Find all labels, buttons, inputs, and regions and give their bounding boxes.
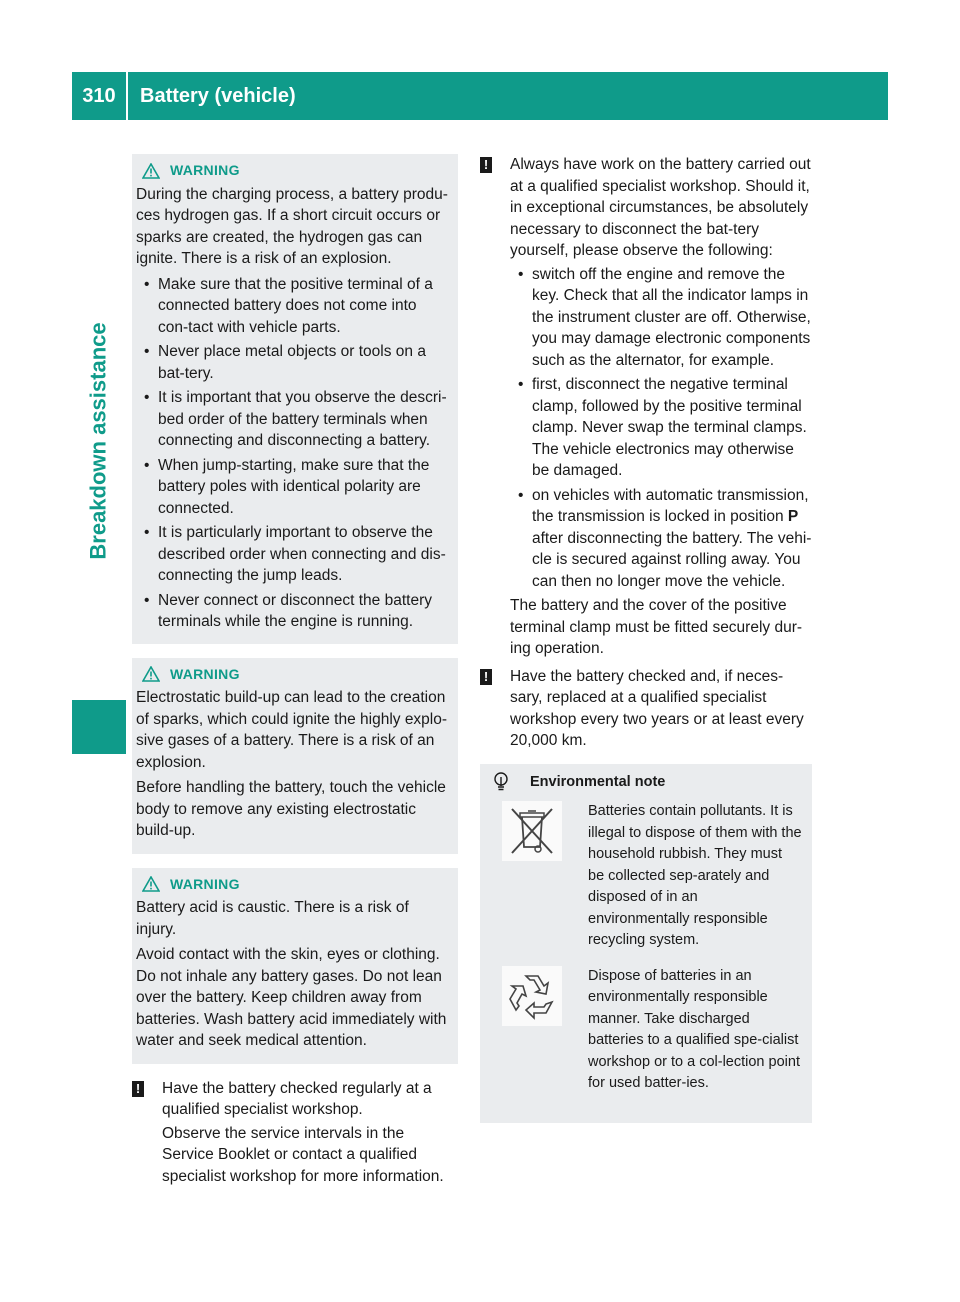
header-divider	[126, 72, 128, 120]
list-item: • When jump-starting, make sure that the battery poles with identical polarity are connected.	[144, 455, 450, 520]
notice-text: Always have work on the battery carried out at a qualified specialist workshop. Should it, in exceptional circumstances, be absolutely necessary to disconnect the bat-tery yourself, please observe the following:	[510, 156, 811, 259]
environmental-note-text: Batteries contain pollutants. It is illegal to dispose of them with the household rubbish. They must be collected sep-arately and disposed of in an environmentally responsible recycling system.	[588, 803, 802, 948]
gear-position-label: P	[787, 508, 799, 525]
warning-triangle-icon	[142, 163, 160, 179]
notice-icon: !	[132, 1081, 144, 1097]
left-column	[132, 154, 458, 1193]
environmental-note-title: Environmental note	[530, 773, 666, 790]
list-item: • Make sure that the positive terminal of a connected battery does not come into con-tact with vehicle parts.	[144, 274, 450, 339]
warning-text: During the charging process, a battery produ-ces hydrogen gas. If a short circuit occurs or sparks are created, the hydrogen gas can ignite. There is a risk of an explosion.	[136, 185, 448, 267]
list-item: • It is important that you observe the descri-bed order of the battery terminals when connecting and disconnecting a battery.	[144, 387, 450, 452]
chapter-tab-label: Breakdown assistance	[86, 322, 112, 560]
chapter-tab	[72, 132, 126, 750]
list-item-text: after disconnecting the battery. The vehi-cle is secured against rolling away. You can then no longer move the vehicle.	[532, 529, 812, 590]
list-item: • It is particularly important to observe the described order when connecting and dis-connecting the jump leads.	[144, 522, 450, 587]
right-column	[480, 154, 812, 1123]
warning-box-hydrogen	[132, 154, 458, 644]
list-item: • first, disconnect the negative terminal clamp, followed by the positive terminal clamp. Never swap the terminal clamps. The vehicle electronics may otherwise be damaged.	[518, 374, 812, 482]
warning-box-acid	[132, 868, 458, 1064]
section-title: Battery (vehicle)	[140, 84, 296, 107]
list-item	[518, 485, 812, 593]
chapter-marker	[72, 700, 126, 754]
notice-replace-battery	[480, 666, 812, 752]
warning-text: Avoid contact with the skin, eyes or clothing. Do not inhale any battery gases. Do not lean over the battery. Keep children away from batteries. Wash battery acid immediately with water and seek medical attention.	[136, 946, 447, 1049]
notice-text: Have the battery checked and, if neces-sary, replaced at a qualified specialist workshop every two years or at least every 20,000 km.	[510, 667, 804, 749]
environmental-note-item	[490, 801, 802, 952]
notice-disconnect-battery	[480, 154, 812, 660]
warning-title: WARNING	[170, 162, 240, 178]
warning-triangle-icon	[142, 876, 160, 892]
warning-header	[142, 664, 450, 686]
warning-title: WARNING	[170, 665, 240, 682]
notice-text: The battery and the cover of the positive terminal clamp must be fitted securely dur-ing operation.	[510, 597, 803, 657]
page-number: 310	[82, 84, 116, 107]
warning-triangle-icon	[142, 666, 160, 682]
warning-bullet-list	[144, 274, 450, 633]
crossed-bin-icon	[502, 801, 562, 861]
environmental-note-box	[480, 764, 812, 1123]
warning-box-electrostatic	[132, 658, 458, 854]
environmental-note-item	[490, 966, 802, 1095]
notice-text: Observe the service intervals in the Service Booklet or contact a qualified specialist workshop for more information.	[162, 1124, 444, 1185]
list-item: • switch off the engine and remove the key. Check that all the indicator lamps in the instrument cluster are off. Otherwise, you may damage electronic components such as the alternator, for example.	[518, 264, 812, 372]
warning-text: Before handling the battery, touch the vehicle body to remove any existing electrostatic build-up.	[136, 779, 446, 839]
notice-icon: !	[480, 157, 492, 173]
warning-text: Electrostatic build-up can lead to the creation of sparks, which could ignite the highly explo-sive gases of a battery. There is a risk of an explosion.	[136, 689, 448, 771]
list-item: • Never connect or disconnect the battery terminals while the engine is running.	[144, 590, 450, 633]
recycle-icon	[502, 966, 562, 1026]
environmental-note-header	[490, 772, 802, 794]
notice-service-check	[132, 1078, 458, 1188]
notice-icon: !	[480, 669, 492, 685]
warning-header	[142, 160, 450, 182]
environmental-note-text: Dispose of batteries in an environmentally responsible manner. Take discharged batteries to a qualified spe-cialist workshop or to a col-lection point for used batter-ies.	[588, 967, 800, 1091]
notice-bullet-list	[518, 264, 812, 593]
warning-title: WARNING	[170, 875, 240, 892]
list-item: • Never place metal objects or tools on a bat-tery.	[144, 341, 450, 384]
notice-text: Have the battery checked regularly at a qualified specialist workshop.	[162, 1079, 432, 1118]
page-header	[72, 72, 888, 120]
warning-header	[142, 874, 450, 896]
lightbulb-icon	[492, 772, 510, 792]
warning-text: Battery acid is caustic. There is a risk of injury.	[136, 899, 409, 938]
list-item-text: on vehicles with automatic transmission, the transmission is locked in position	[532, 486, 809, 525]
